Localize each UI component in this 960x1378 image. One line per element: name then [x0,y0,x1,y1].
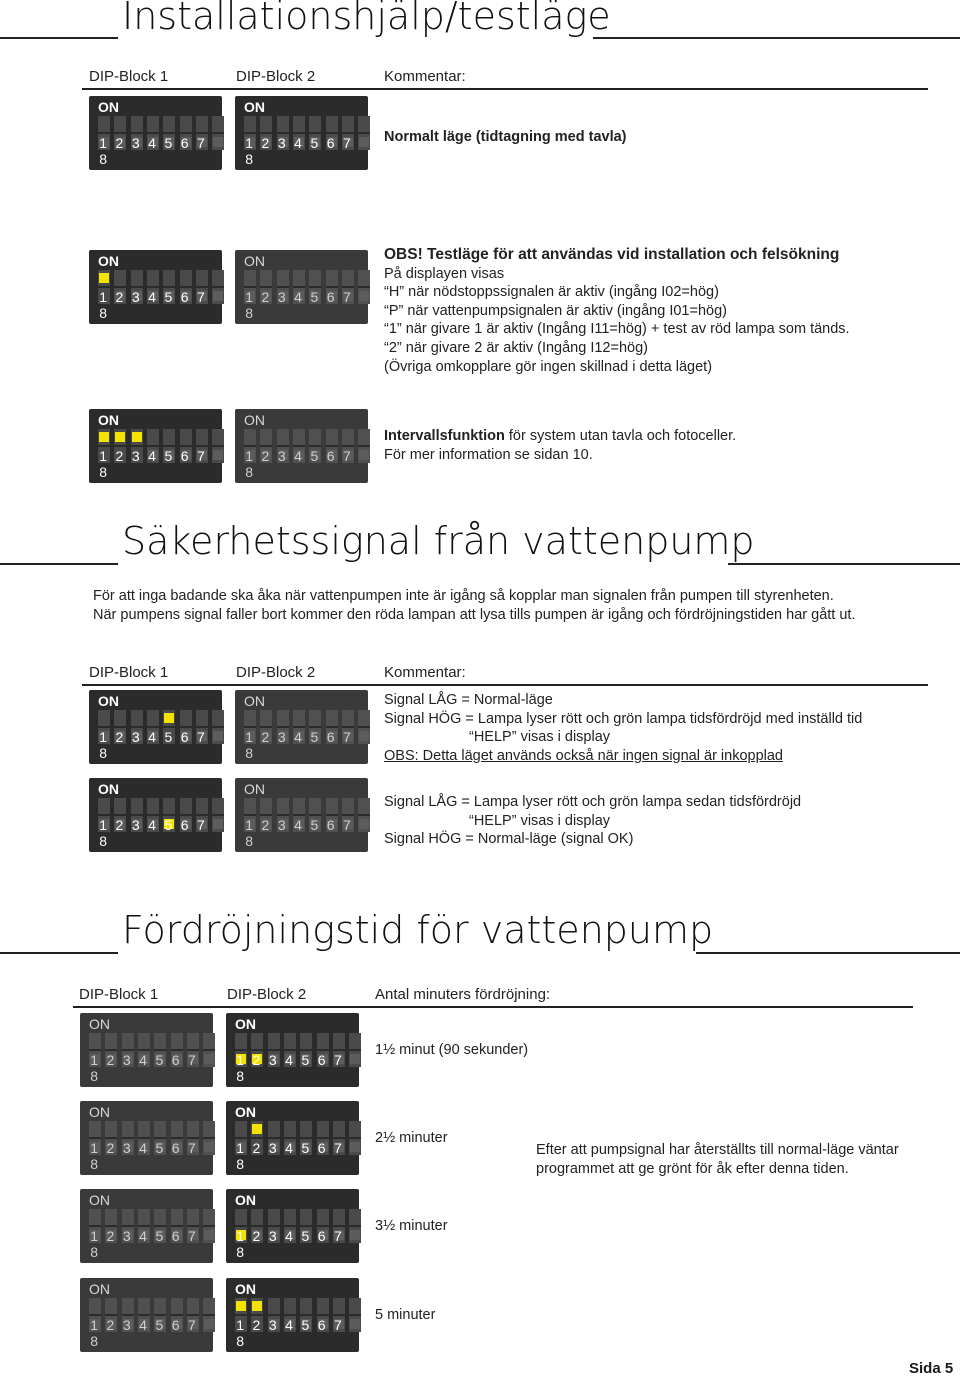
dip-on-label: ON [244,253,265,269]
dip-switch-number: 1 [245,135,254,151]
dip-switch-number: 6 [171,1140,180,1156]
dip-switch-number: 3 [277,729,286,745]
dip-switch-number: 3 [268,1140,277,1156]
dip-switch-number: 3 [131,448,140,464]
dip-switch-number: 4 [148,289,156,305]
section-title-installation: Installationshjälp/testläge [122,0,611,38]
dip-switch-number: 3 [131,729,140,745]
dip-switch-number: 4 [294,448,302,464]
dip-switch-number: 8 [236,1244,245,1260]
dip-switch-numbers [86,1140,213,1172]
dip-on-label: ON [89,1016,110,1032]
dip-switch-number: 4 [139,1140,147,1156]
dip-switch-block [89,250,222,324]
dip-switch-number: 3 [268,1228,277,1244]
dip-switch-number: 1 [245,289,254,305]
dip-switch-number: 5 [310,817,319,833]
dip-switch-number: 1 [99,135,108,151]
dip-switch-numbers [232,1317,359,1349]
dip-switch-number: 3 [268,1317,277,1333]
dip-on-label: ON [98,781,119,797]
dip-switch-number: 5 [155,1228,164,1244]
dip-switch-number: 6 [180,135,189,151]
comment-signal-mode-1 [384,691,862,765]
header-dip-block-2: DIP-Block 2 [227,986,307,1003]
dip-switch-block [80,1278,213,1352]
dip-switch-number: 1 [245,729,254,745]
dip-switch-numbers [86,1052,213,1084]
dip-switch-number: 2 [115,817,124,833]
dip-switch-number: 2 [106,1228,115,1244]
dip-switch-number: 8 [90,1244,99,1260]
interval-label: Intervallsfunktion [384,428,505,444]
dip-switch-number: 3 [277,135,286,151]
delay-note [536,1141,899,1178]
dip-switch-number: 3 [122,1228,131,1244]
dip-switch-number: 7 [197,448,205,464]
dip-switch-knob [164,713,174,723]
dip-switch-number: 5 [164,135,173,151]
dip-switch-number: 7 [188,1317,196,1333]
dip-switch-block [89,778,222,852]
note-line: Efter att pumpsignal har återställts till normal-läge väntar [536,1142,899,1158]
dip-switch-number: 7 [343,289,351,305]
dip-switch-number: 2 [115,729,124,745]
dip-switch-number: 4 [294,729,302,745]
dip-on-label: ON [89,1281,110,1297]
dip-switch-number: 6 [180,817,189,833]
dip-switch-number: 8 [245,151,254,167]
dip-switch-number: 7 [343,448,351,464]
dip-switch-number: 1 [245,448,254,464]
dip-switch-numbers [95,448,222,480]
comment-line: På displayen visas [384,265,505,282]
page-number: Sida 5 [909,1360,954,1377]
dip-switch-block [235,409,368,483]
comment-interval [384,427,736,464]
dip-switch-number: 4 [139,1052,147,1068]
dip-switch-block [80,1101,213,1175]
dip-switch-block [235,250,368,324]
dip-switch-number: 5 [164,817,173,833]
section-title-safety-signal: Säkerhetssignal från vattenpump [122,519,755,563]
dip-switch-number: 6 [180,448,189,464]
dip-switch-number: 3 [122,1140,131,1156]
dip-switch-number: 6 [171,1317,180,1333]
dip-switch-numbers [86,1317,213,1349]
dip-switch-knob [132,432,142,442]
dip-switch-number: 2 [252,1228,261,1244]
dip-switch-block [235,690,368,764]
dip-switch-number: 5 [155,1317,164,1333]
dip-switch-number: 2 [115,448,124,464]
dip-switch-number: 3 [268,1052,277,1068]
dip-switch-block [80,1189,213,1263]
dip-switch-block [226,1101,359,1175]
comment-line: OBS: Detta läget används också när ingen signal är inkopplad [384,747,783,764]
comment-line: (Övriga omkopplare gör ingen skillnad i detta läget) [384,358,713,375]
dip-switch-number: 5 [155,1052,164,1068]
dip-switch-number: 3 [277,448,286,464]
dip-switch-block [89,96,222,170]
dip-switch-number: 7 [343,817,351,833]
comment-line: “P” när vattenpumpsignalen är aktiv (ingång I01=hög) [384,302,727,319]
dip-switch-number: 6 [180,289,189,305]
dip-switch-block [80,1013,213,1087]
dip-switch-number: 6 [180,729,189,745]
comment-normal-mode: Normalt läge (tidtagning med tavla) [384,129,627,145]
dip-switch-numbers [241,135,368,167]
dip-on-label: ON [98,412,119,428]
intro-line: För att inga badande ska åka när vattenpumpen inte är igång så kopplar man signalen från pumpen till styrenheten. [93,588,834,604]
dip-switch-number: 1 [90,1052,99,1068]
dip-switch-numbers [232,1140,359,1172]
dip-switch-number: 4 [148,448,156,464]
dip-switch-number: 4 [139,1317,147,1333]
dip-switch-number: 6 [317,1052,326,1068]
comment-signal-mode-2 [384,793,801,849]
header-delay-minutes: Antal minuters fördröjning: [375,986,551,1003]
dip-switch-number: 1 [99,729,108,745]
dip-switch-numbers [95,817,222,849]
dip-switch-number: 6 [326,448,335,464]
dip-switch-number: 8 [236,1156,245,1172]
dip-switch-numbers [241,729,368,761]
dip-switch-number: 3 [122,1317,131,1333]
dip-switch-number: 8 [90,1156,99,1172]
dip-switch-block [235,778,368,852]
dip-switch-number: 1 [90,1140,99,1156]
dip-switch-number: 8 [90,1333,99,1349]
dip-switch-number: 3 [122,1052,131,1068]
comment-line: “H” när nödstoppssignalen är aktiv (ingång I02=hög) [384,284,719,301]
dip-switch-numbers [86,1228,213,1260]
dip-switch-number: 6 [326,729,335,745]
dip-switch-number: 8 [99,745,108,761]
dip-switch-numbers [95,729,222,761]
dip-on-label: ON [98,693,119,709]
comment-line: Signal LÅG = Normal-läge [384,692,553,708]
header-dip-block-2: DIP-Block 2 [236,664,316,681]
dip-on-label: ON [244,99,265,115]
dip-on-label: ON [89,1104,110,1120]
intro-line: När pumpens signal faller bort kommer den röda lampan att lysa tills pumpen är igång och fördröjningstiden har gått ut. [93,607,856,623]
dip-switch-number: 7 [334,1052,342,1068]
section-title-delay: Fördröjningstid för vattenpump [122,908,714,952]
dip-switch-numbers [95,289,222,321]
dip-switch-number: 7 [334,1317,342,1333]
comment-line: “HELP” visas i display [469,729,611,746]
dip-switch-knob [115,432,125,442]
dip-switch-number: 4 [285,1140,293,1156]
dip-switch-number: 2 [106,1052,115,1068]
dip-switch-number: 5 [310,135,319,151]
dip-on-label: ON [235,1281,256,1297]
dip-on-label: ON [235,1016,256,1032]
dip-switch-number: 7 [197,729,205,745]
dip-on-label: ON [98,253,119,269]
dip-switch-number: 3 [277,289,286,305]
dip-switch-number: 4 [285,1228,293,1244]
dip-switch-number: 8 [245,833,254,849]
dip-switch-number: 8 [99,833,108,849]
dip-switch-numbers [241,289,368,321]
dip-switch-numbers [241,448,368,480]
dip-switch-number: 5 [301,1052,310,1068]
dip-switch-number: 8 [245,464,254,480]
dip-switch-number: 4 [285,1052,293,1068]
header-comment: Kommentar: [384,68,466,85]
dip-switch-number: 4 [294,135,302,151]
comment-line: Signal HÖG = Lampa lyser rött och grön lampa tidsfördröjd med inställd tid [384,710,863,727]
dip-on-label: ON [244,693,265,709]
dip-switch-number: 2 [106,1317,115,1333]
dip-on-label: ON [235,1192,256,1208]
dip-switch-block [89,409,222,483]
delay-option-label: 3½ minuter [375,1218,448,1234]
comment-test-mode [384,246,850,376]
dip-switch-number: 2 [252,1317,261,1333]
dip-switch-number: 8 [99,305,108,321]
dip-switch-number: 1 [236,1140,245,1156]
dip-switch-number: 7 [197,135,205,151]
dip-on-label: ON [89,1192,110,1208]
dip-switch-number: 3 [131,289,140,305]
dip-switch-block [226,1189,359,1263]
dip-switch-number: 4 [148,817,156,833]
comment-line: OBS! Testläge för att användas vid installation och felsökning [384,246,840,263]
dip-switch-number: 8 [245,305,254,321]
dip-switch-number: 4 [285,1317,293,1333]
dip-switch-number: 2 [115,289,124,305]
dip-on-label: ON [98,99,119,115]
dip-switch-number: 5 [155,1140,164,1156]
dip-switch-number: 2 [261,729,270,745]
dip-switch-number: 2 [106,1140,115,1156]
dip-switch-numbers [232,1228,359,1260]
dip-switch-number: 7 [188,1140,196,1156]
dip-switch-number: 7 [343,135,351,151]
dip-switch-number: 5 [310,289,319,305]
comment-line: “HELP” visas i display [469,812,611,829]
dip-switch-numbers [95,135,222,167]
dip-switch-number: 5 [164,448,173,464]
dip-switch-number: 6 [326,817,335,833]
dip-switch-numbers [241,817,368,849]
dip-switch-number: 7 [197,817,205,833]
dip-switch-number: 6 [326,135,335,151]
dip-switch-knob [252,1124,262,1134]
header-dip-block-1: DIP-Block 1 [79,986,159,1003]
dip-switch-number: 6 [317,1317,326,1333]
dip-switch-number: 8 [236,1068,245,1084]
dip-switch-number: 8 [236,1333,245,1349]
header-comment: Kommentar: [384,664,466,681]
header-dip-block-1: DIP-Block 1 [89,664,169,681]
dip-switch-number: 1 [236,1052,245,1068]
header-dip-block-1: DIP-Block 1 [89,68,169,85]
dip-on-label: ON [235,1104,256,1120]
dip-switch-number: 8 [99,151,108,167]
dip-switch-number: 2 [252,1140,261,1156]
dip-switch-number: 6 [326,289,335,305]
dip-switch-number: 4 [148,729,156,745]
dip-switch-number: 5 [310,448,319,464]
dip-switch-number: 4 [139,1228,147,1244]
dip-switch-numbers [232,1052,359,1084]
dip-switch-number: 1 [236,1317,245,1333]
dip-switch-number: 4 [294,817,302,833]
dip-switch-number: 2 [261,289,270,305]
dip-switch-number: 7 [343,729,351,745]
dip-switch-block [235,96,368,170]
dip-switch-number: 6 [171,1052,180,1068]
dip-switch-number: 3 [131,817,140,833]
dip-switch-knob [252,1301,262,1311]
comment-line: “1” när givare 1 är aktiv (Ingång I11=hög) + test av röd lampa som tänds. [384,321,850,338]
dip-switch-number: 2 [261,448,270,464]
comment-line: Signal LÅG = Lampa lyser rött och grön lampa sedan tidsfördröjd [384,794,802,810]
dip-switch-knob [236,1301,246,1311]
dip-switch-number: 7 [197,289,205,305]
dip-switch-number: 2 [261,817,270,833]
comment-line: Signal HÖG = Normal-läge (signal OK) [384,831,634,848]
dip-switch-number: 3 [131,135,140,151]
dip-switch-number: 7 [188,1052,196,1068]
dip-switch-number: 8 [245,745,254,761]
comment-line: För mer information se sidan 10. [384,446,593,463]
dip-switch-number: 7 [188,1228,196,1244]
dip-switch-number: 3 [277,817,286,833]
dip-switch-number: 5 [301,1317,310,1333]
dip-switch-number: 7 [334,1140,342,1156]
dip-switch-knob [99,273,109,283]
dip-switch-number: 6 [317,1228,326,1244]
dip-on-label: ON [244,412,265,428]
dip-switch-number: 6 [171,1228,180,1244]
dip-switch-number: 1 [99,817,108,833]
header-dip-block-2: DIP-Block 2 [236,68,316,85]
dip-switch-number: 2 [252,1052,261,1068]
dip-switch-number: 1 [99,289,108,305]
dip-switch-knob [99,432,109,442]
comment-line: för system utan tavla och fotoceller. [504,428,737,444]
dip-switch-number: 2 [261,135,270,151]
dip-switch-number: 1 [99,448,108,464]
dip-switch-number: 1 [90,1317,99,1333]
dip-switch-number: 5 [164,289,173,305]
dip-switch-number: 2 [115,135,124,151]
dip-switch-number: 1 [236,1228,245,1244]
dip-switch-number: 5 [301,1140,310,1156]
dip-switch-number: 5 [301,1228,310,1244]
dip-switch-number: 8 [99,464,108,480]
dip-switch-block [89,690,222,764]
note-line: programmet att ge grönt för åk efter denna tiden. [536,1160,849,1177]
dip-switch-number: 4 [294,289,302,305]
dip-on-label: ON [244,781,265,797]
dip-switch-block [226,1278,359,1352]
dip-switch-number: 4 [148,135,156,151]
dip-switch-number: 1 [90,1228,99,1244]
dip-switch-block [226,1013,359,1087]
delay-option-label: 1½ minut (90 sekunder) [375,1042,529,1058]
dip-switch-number: 1 [245,817,254,833]
dip-switch-number: 6 [317,1140,326,1156]
delay-option-label: 5 minuter [375,1307,436,1323]
dip-switch-number: 8 [90,1068,99,1084]
dip-switch-number: 7 [334,1228,342,1244]
delay-option-label: 2½ minuter [375,1130,448,1146]
dip-switch-number: 5 [164,729,173,745]
dip-switch-number: 5 [310,729,319,745]
comment-line: “2” när givare 2 är aktiv (Ingång I12=hög) [384,339,648,356]
